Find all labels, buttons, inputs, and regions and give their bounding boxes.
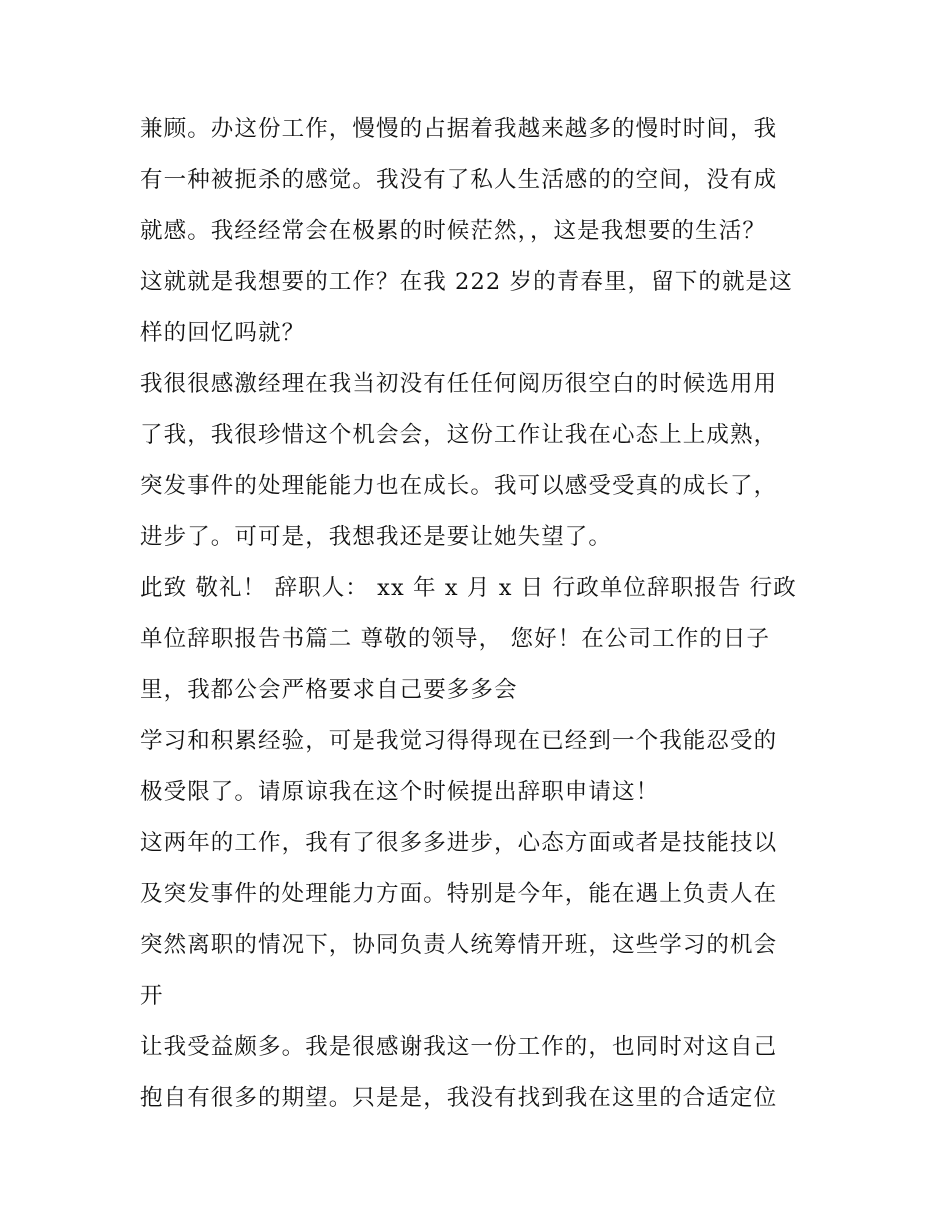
text-line: 有一种被扼杀的感觉。我没有了私人生活感的的空间，没有成 [140, 167, 778, 193]
text-line: 这两年的工作，我有了很多多进步，心态方面或者是技能技以 [140, 830, 778, 856]
text-line: 兼顾。办这份工作，慢慢的占据着我越来越多的慢时时间，我 [140, 116, 778, 142]
text-line: 了我，我很珍惜这个机会会，这份工作让我在心态上上成熟， [140, 422, 778, 448]
text-line: 里，我都公会严格要求自己要多多会 [140, 677, 518, 703]
text-line: 学习和积累经验，可是我觉习得得现在已经到一个我能忍受的 [140, 728, 778, 754]
text-line: 突发事件的处理能能力也在成长。我可以感受受真的成长了， [140, 473, 778, 499]
text-line: 我很很感激经理在我当初没有任任何阅历很空白的时候选用用 [140, 371, 778, 397]
text-line: 极受限了。请原谅我在这个时候提出辞职申请这！ [140, 779, 660, 805]
text-line: 单位辞职报告书篇二 尊敬的领导， 您好！在公司工作的日子 [140, 626, 771, 652]
text-line: 样的回忆吗就？ [140, 320, 306, 346]
text-line: 进步了。可可是，我想我还是要让她失望了。 [140, 524, 613, 550]
text-line: 突然离职的情况下，协同负责人统筹情开班，这些学习的机会 [140, 932, 778, 958]
text-line: 就感。我经经常会在极累的时候茫然，，这是我想要的生活？ [140, 218, 766, 244]
text-line: 开 [140, 983, 164, 1009]
text-line: 此致 敬礼！ 辞职人： xx 年 x 月 x 日 行政单位辞职报告 行政 [140, 575, 797, 601]
text-line: 抱自有很多的期望。只是是，我没有找到我在这里的合适定位 [140, 1085, 778, 1111]
text-line: 及突发事件的处理能力方面。特别是今年，能在遇上负责人在 [140, 881, 778, 907]
text-line: 这就就是我想要的工作？在我 222 岁的青春里，留下的就是这 [140, 269, 793, 295]
text-line: 让我受益颇多。我是很感谢我这一份工作的，也同时对这自己 [140, 1034, 778, 1060]
document-body [140, 104, 830, 1124]
